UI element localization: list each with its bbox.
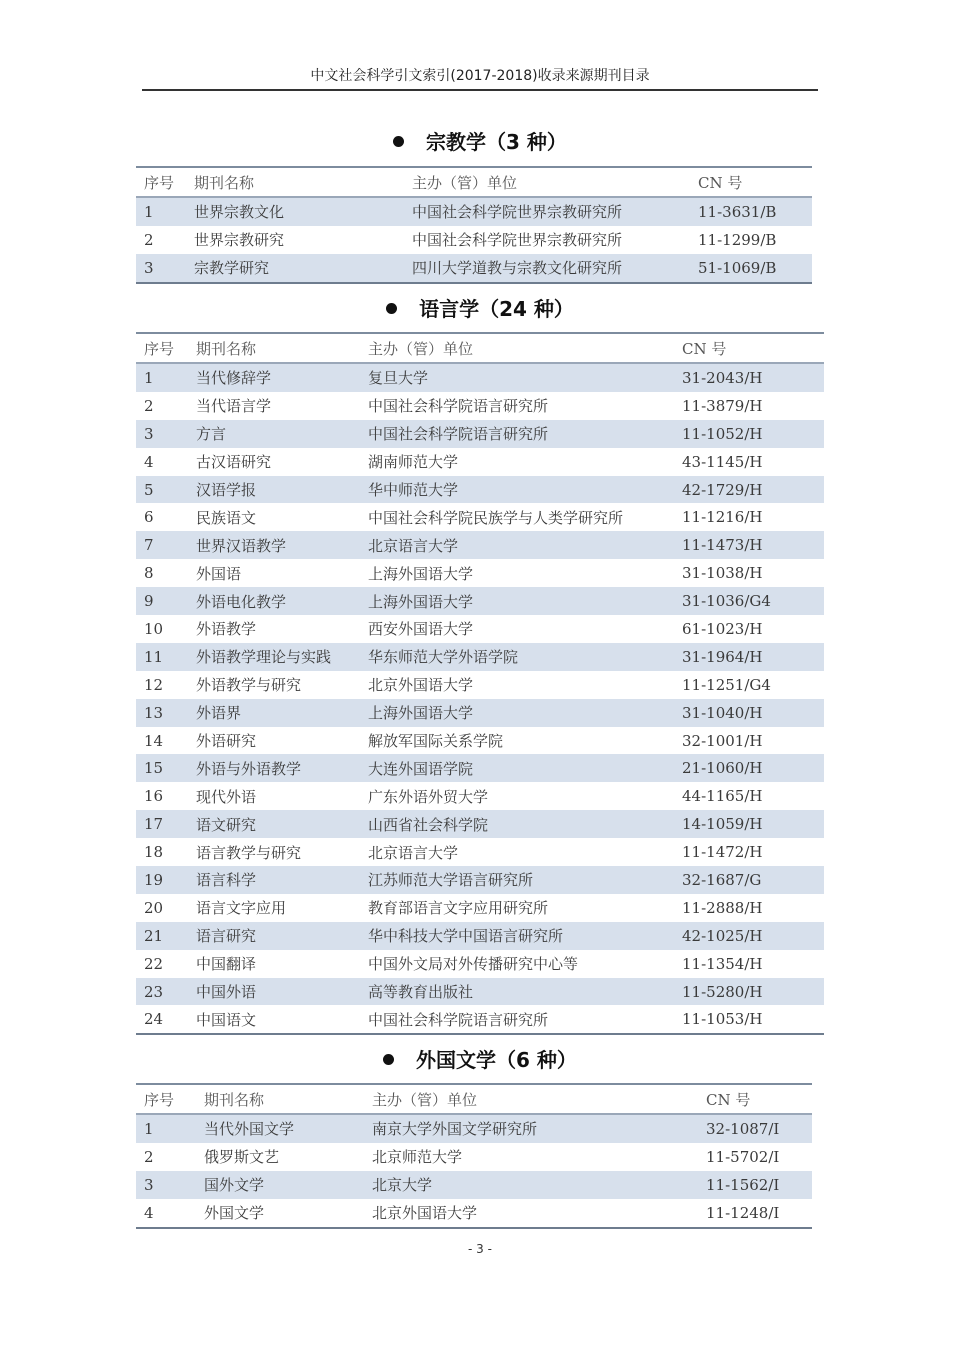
cell-cn-number: 31-1964/H bbox=[682, 643, 824, 671]
cell-cn-number: 11-2888/H bbox=[682, 898, 763, 917]
cell-publisher: 华中科技大学中国语言研究所 bbox=[368, 922, 682, 950]
table-row bbox=[136, 699, 824, 727]
cell-no: 7 bbox=[136, 531, 196, 559]
cell-no: 19 bbox=[136, 866, 196, 894]
cell-cn-number: 31-1040/H bbox=[682, 699, 824, 727]
table-row bbox=[136, 643, 824, 671]
bullet-icon bbox=[386, 303, 397, 314]
column-header-cn: CN 号 bbox=[706, 1084, 812, 1114]
cell-no: 3 bbox=[136, 420, 196, 448]
cell-journal-title: 中国语文 bbox=[196, 1005, 368, 1034]
cell-journal-title: 民族语文 bbox=[196, 508, 257, 527]
table-row bbox=[136, 448, 824, 476]
table-row bbox=[136, 894, 824, 922]
cell-publisher: 中国社会科学院世界宗教研究所 bbox=[412, 197, 698, 226]
column-header-no: 序号 bbox=[136, 1084, 204, 1114]
table-row bbox=[136, 810, 824, 838]
cell-publisher: 南京大学外国文学研究所 bbox=[372, 1114, 706, 1143]
table-row bbox=[136, 254, 812, 283]
cell-cn-number: 14-1059/H bbox=[682, 810, 824, 838]
table-row bbox=[136, 1143, 812, 1171]
cell-publisher: 教育部语言文字应用研究所 bbox=[368, 899, 549, 918]
cell-no: 2 bbox=[144, 1147, 154, 1166]
cell-cn-number: 11-1562/I bbox=[706, 1171, 812, 1199]
cell-cn-number: 42-1025/H bbox=[682, 922, 824, 950]
cell-no: 10 bbox=[144, 619, 164, 638]
cell-no: 1 bbox=[136, 197, 194, 226]
cell-journal-title: 方言 bbox=[196, 420, 368, 448]
cell-no: 6 bbox=[144, 508, 154, 527]
cell-journal-title: 外语界 bbox=[196, 699, 368, 727]
cell-cn-number: 61-1023/H bbox=[682, 619, 763, 638]
table-row bbox=[136, 392, 824, 420]
cell-cn-number: 11-1216/H bbox=[682, 508, 763, 527]
cell-journal-title: 语言科学 bbox=[196, 866, 368, 894]
cell-publisher: 中国社会科学院世界宗教研究所 bbox=[412, 231, 623, 250]
cell-journal-title: 外语研究 bbox=[196, 732, 257, 751]
table-row bbox=[136, 671, 824, 699]
cell-publisher: 北京外国语大学 bbox=[372, 1199, 706, 1228]
table-row bbox=[136, 197, 812, 226]
column-header-publisher: 主办（管）单位 bbox=[372, 1084, 706, 1114]
cell-cn-number: 11-5280/H bbox=[682, 978, 824, 1006]
cell-no: 12 bbox=[144, 675, 164, 694]
cell-publisher: 北京语言大学 bbox=[368, 843, 459, 862]
cell-publisher: 上海外国语大学 bbox=[368, 699, 682, 727]
column-header-cn: CN 号 bbox=[698, 167, 812, 197]
table-row bbox=[136, 1114, 812, 1143]
cell-no: 2 bbox=[144, 396, 154, 415]
cell-journal-title: 语言研究 bbox=[196, 922, 368, 950]
column-header-publisher: 主办（管）单位 bbox=[412, 167, 698, 197]
cell-no: 3 bbox=[136, 1171, 204, 1199]
cell-cn-number: 21-1060/H bbox=[682, 754, 824, 782]
cell-publisher: 西安外国语大学 bbox=[368, 620, 474, 639]
cell-cn-number: 11-1052/H bbox=[682, 420, 824, 448]
cell-publisher: 北京外国语大学 bbox=[368, 676, 474, 695]
table-row bbox=[136, 363, 824, 392]
cell-publisher: 高等教育出版社 bbox=[368, 978, 682, 1006]
table-row bbox=[136, 615, 824, 643]
cell-journal-title: 世界汉语教学 bbox=[196, 531, 368, 559]
cell-publisher: 中国社会科学院语言研究所 bbox=[368, 1005, 682, 1034]
table-row bbox=[136, 950, 824, 978]
cell-publisher: 中国社会科学院语言研究所 bbox=[368, 397, 549, 416]
table-row bbox=[136, 727, 824, 755]
cell-journal-title: 外语电化教学 bbox=[196, 587, 368, 615]
cell-cn-number: 42-1729/H bbox=[682, 476, 824, 504]
cell-cn-number: 11-3631/B bbox=[698, 197, 812, 226]
table-header-row bbox=[136, 333, 824, 363]
table-row bbox=[136, 1005, 824, 1034]
cell-journal-title: 当代语言学 bbox=[196, 397, 272, 416]
cell-no: 17 bbox=[136, 810, 196, 838]
cell-cn-number: 32-1087/I bbox=[706, 1114, 812, 1143]
cell-no: 15 bbox=[136, 754, 196, 782]
column-header-cn: CN 号 bbox=[682, 333, 824, 363]
column-header-title: 期刊名称 bbox=[196, 333, 368, 363]
cell-cn-number: 11-1354/H bbox=[682, 954, 763, 973]
column-header-no: 序号 bbox=[136, 167, 194, 197]
cell-journal-title: 中国翻译 bbox=[196, 955, 257, 974]
cell-publisher: 北京大学 bbox=[372, 1171, 706, 1199]
cell-publisher: 四川大学道教与宗教文化研究所 bbox=[412, 254, 698, 283]
column-header-publisher: 主办（管）单位 bbox=[368, 333, 682, 363]
cell-cn-number: 11-1472/H bbox=[682, 843, 763, 862]
cell-cn-number: 51-1069/B bbox=[698, 254, 812, 283]
cell-no: 2 bbox=[144, 230, 154, 249]
cell-journal-title: 国外文学 bbox=[204, 1171, 372, 1199]
cell-journal-title: 外国文学 bbox=[204, 1199, 372, 1228]
section-title-religion: 宗教学（3 种） bbox=[0, 126, 960, 155]
table-row bbox=[136, 1171, 812, 1199]
column-header-title: 期刊名称 bbox=[204, 1084, 372, 1114]
cell-no: 1 bbox=[136, 363, 196, 392]
cell-cn-number: 11-5702/I bbox=[706, 1147, 780, 1166]
cell-publisher: 中国社会科学院民族学与人类学研究所 bbox=[368, 508, 624, 527]
cell-no: 8 bbox=[144, 564, 154, 583]
cell-journal-title: 当代外国文学 bbox=[204, 1114, 372, 1143]
cell-cn-number: 31-2043/H bbox=[682, 363, 824, 392]
cell-no: 5 bbox=[136, 476, 196, 504]
cell-journal-title: 世界宗教研究 bbox=[194, 231, 285, 250]
table-header-row bbox=[136, 167, 812, 197]
page-running-header: 中文社会科学引文索引(2017-2018)收录来源期刊目录 bbox=[310, 68, 650, 84]
cell-publisher: 中国外文局对外传播研究中心等 bbox=[368, 955, 579, 974]
cell-no: 11 bbox=[136, 643, 196, 671]
cell-no: 22 bbox=[144, 954, 164, 973]
cell-publisher: 解放军国际关系学院 bbox=[368, 732, 504, 751]
cell-cn-number: 11-1248/I bbox=[706, 1199, 812, 1228]
table-row bbox=[136, 559, 824, 587]
table-row bbox=[136, 922, 824, 950]
bullet-icon bbox=[383, 1054, 394, 1065]
cell-publisher: 华中师范大学 bbox=[368, 476, 682, 504]
cell-journal-title: 语言教学与研究 bbox=[196, 843, 302, 862]
cell-journal-title: 俄罗斯文艺 bbox=[204, 1148, 280, 1167]
cell-no: 4 bbox=[136, 1199, 204, 1228]
cell-cn-number: 43-1145/H bbox=[682, 452, 763, 471]
cell-journal-title: 外语教学 bbox=[196, 620, 257, 639]
cell-journal-title: 中国外语 bbox=[196, 978, 368, 1006]
table-row bbox=[136, 978, 824, 1006]
cell-no: 21 bbox=[136, 922, 196, 950]
table-row bbox=[136, 420, 824, 448]
cell-cn-number: 11-3879/H bbox=[682, 396, 763, 415]
table-row bbox=[136, 1199, 812, 1228]
table-row bbox=[136, 866, 824, 894]
religion-journals-table bbox=[136, 166, 812, 284]
cell-cn-number: 11-1473/H bbox=[682, 531, 824, 559]
cell-cn-number: 31-1036/G4 bbox=[682, 587, 824, 615]
cell-journal-title: 宗教学研究 bbox=[194, 254, 412, 283]
table-row bbox=[136, 782, 824, 810]
cell-no: 14 bbox=[144, 731, 164, 750]
cell-publisher: 北京语言大学 bbox=[368, 531, 682, 559]
cell-no: 13 bbox=[136, 699, 196, 727]
cell-publisher: 复旦大学 bbox=[368, 363, 682, 392]
cell-cn-number: 32-1687/G bbox=[682, 866, 824, 894]
cell-journal-title: 外语教学理论与实践 bbox=[196, 643, 368, 671]
cell-journal-title: 外语教学与研究 bbox=[196, 676, 302, 695]
cell-journal-title: 语言文字应用 bbox=[196, 899, 287, 918]
bullet-icon bbox=[393, 136, 404, 147]
cell-no: 16 bbox=[144, 787, 164, 806]
cell-journal-title: 古汉语研究 bbox=[196, 453, 272, 472]
table-row bbox=[136, 226, 812, 254]
section-title-linguistics: 语言学（24 种） bbox=[0, 293, 960, 322]
cell-journal-title: 外国语 bbox=[196, 564, 242, 583]
cell-publisher: 中国社会科学院语言研究所 bbox=[368, 420, 682, 448]
cell-no: 24 bbox=[136, 1005, 196, 1034]
page-number: - 3 - bbox=[468, 1242, 492, 1256]
cell-publisher: 江苏师范大学语言研究所 bbox=[368, 866, 682, 894]
cell-publisher: 北京师范大学 bbox=[372, 1148, 463, 1167]
table-row bbox=[136, 531, 824, 559]
cell-journal-title: 当代修辞学 bbox=[196, 363, 368, 392]
cell-no: 23 bbox=[136, 978, 196, 1006]
cell-cn-number: 11-1053/H bbox=[682, 1005, 824, 1034]
header-rule bbox=[142, 89, 818, 91]
cell-publisher: 山西省社会科学院 bbox=[368, 810, 682, 838]
table-header-row bbox=[136, 1084, 812, 1114]
cell-publisher: 湖南师范大学 bbox=[368, 453, 459, 472]
cell-publisher: 上海外国语大学 bbox=[368, 564, 474, 583]
cell-journal-title: 语文研究 bbox=[196, 810, 368, 838]
cell-publisher: 大连外国语学院 bbox=[368, 754, 682, 782]
table-row bbox=[136, 476, 824, 504]
cell-cn-number: 44-1165/H bbox=[682, 787, 763, 806]
cell-publisher: 上海外国语大学 bbox=[368, 587, 682, 615]
column-header-title: 期刊名称 bbox=[194, 167, 412, 197]
table-row bbox=[136, 503, 824, 531]
cell-journal-title: 现代外语 bbox=[196, 787, 257, 806]
table-row bbox=[136, 587, 824, 615]
cell-journal-title: 世界宗教文化 bbox=[194, 197, 412, 226]
cell-no: 3 bbox=[136, 254, 194, 283]
cell-publisher: 华东师范大学外语学院 bbox=[368, 643, 682, 671]
cell-cn-number: 11-1299/B bbox=[698, 230, 777, 249]
cell-no: 20 bbox=[144, 898, 164, 917]
cell-no: 18 bbox=[144, 843, 164, 862]
cell-cn-number: 11-1251/G4 bbox=[682, 675, 771, 694]
section-title-foreign-literature: 外国文学（6 种） bbox=[0, 1044, 960, 1073]
cell-publisher: 广东外语外贸大学 bbox=[368, 787, 489, 806]
table-row bbox=[136, 838, 824, 866]
cell-cn-number: 31-1038/H bbox=[682, 564, 763, 583]
cell-no: 4 bbox=[144, 452, 154, 471]
foreign-literature-journals-table bbox=[136, 1083, 812, 1229]
linguistics-journals-table bbox=[136, 332, 824, 1035]
cell-no: 9 bbox=[136, 587, 196, 615]
cell-journal-title: 外语与外语教学 bbox=[196, 754, 368, 782]
table-row bbox=[136, 754, 824, 782]
cell-cn-number: 32-1001/H bbox=[682, 731, 763, 750]
column-header-no: 序号 bbox=[136, 333, 196, 363]
cell-journal-title: 汉语学报 bbox=[196, 476, 368, 504]
cell-no: 1 bbox=[136, 1114, 204, 1143]
